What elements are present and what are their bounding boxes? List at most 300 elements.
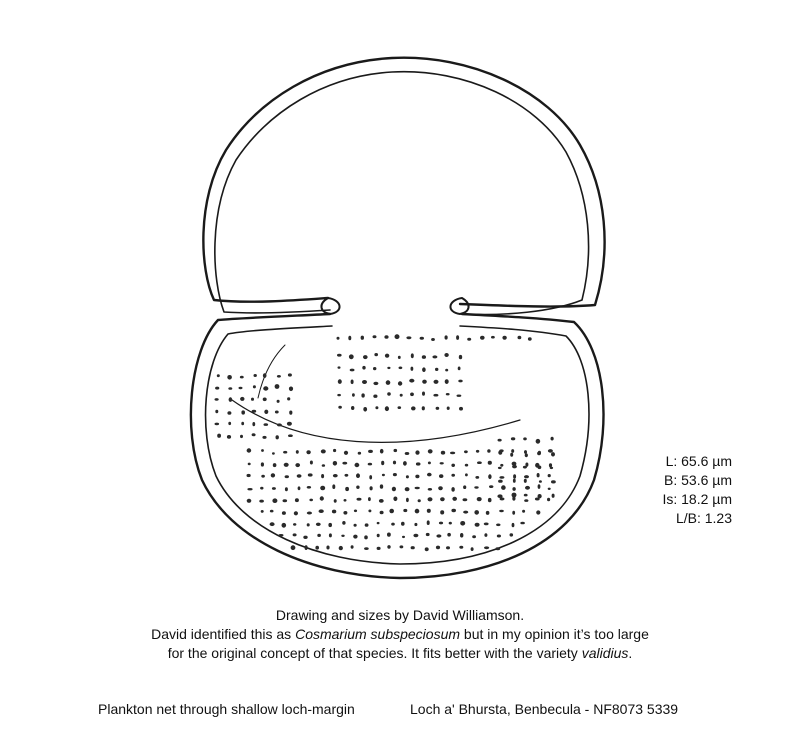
granule <box>463 511 468 514</box>
granule <box>512 493 517 498</box>
granule <box>384 335 388 339</box>
granule <box>446 393 450 395</box>
granule <box>338 379 342 384</box>
granule <box>524 479 527 483</box>
granule <box>382 474 385 476</box>
granule <box>406 475 409 478</box>
granule <box>261 449 264 452</box>
granule <box>460 533 463 538</box>
granule <box>422 392 425 396</box>
granule <box>522 510 525 513</box>
granule <box>475 523 480 527</box>
granule <box>270 522 275 526</box>
granule <box>498 439 502 442</box>
granule <box>456 335 459 340</box>
granule <box>524 494 528 497</box>
granule <box>498 450 502 454</box>
granule <box>337 354 342 357</box>
granule <box>240 397 244 401</box>
granule <box>413 534 418 537</box>
granule <box>402 536 405 538</box>
granule <box>328 523 332 527</box>
granule <box>303 536 307 539</box>
granule <box>341 535 344 537</box>
granule <box>282 511 286 515</box>
granule <box>472 535 476 538</box>
granule <box>400 545 404 548</box>
granule <box>354 524 357 527</box>
granule <box>445 379 449 384</box>
granule <box>411 406 416 410</box>
granule <box>415 487 420 489</box>
breadth-measurement: B: 53.6 µm <box>664 472 732 488</box>
granule <box>342 462 347 465</box>
granule <box>215 387 219 390</box>
granule <box>263 386 268 390</box>
granule <box>251 398 254 401</box>
granule <box>387 392 391 395</box>
granule <box>307 512 312 515</box>
granule <box>499 510 504 512</box>
species-name: Cosmarium subspeciosum <box>295 626 461 642</box>
granule <box>495 547 500 550</box>
granule <box>252 433 256 436</box>
caption-text: . <box>628 645 633 661</box>
granule <box>307 486 311 489</box>
granule <box>353 535 357 539</box>
granule <box>415 450 419 454</box>
granule <box>451 487 454 492</box>
granule <box>253 385 256 388</box>
granule <box>338 406 342 409</box>
granule <box>277 423 282 426</box>
granule <box>380 484 383 488</box>
granule <box>537 473 540 477</box>
granule <box>272 498 277 503</box>
granule <box>260 487 263 490</box>
granule <box>550 467 553 469</box>
granule <box>499 476 504 479</box>
granule <box>525 453 528 457</box>
granule <box>379 499 384 503</box>
granule <box>434 380 439 384</box>
granule <box>275 384 280 389</box>
granule <box>351 545 354 548</box>
granule <box>217 434 221 438</box>
granule <box>270 510 274 513</box>
granule <box>305 545 308 550</box>
granule <box>357 498 362 501</box>
granule <box>261 510 264 513</box>
granule <box>480 336 485 340</box>
granule <box>441 451 445 455</box>
granule <box>444 353 448 357</box>
granule <box>395 334 400 339</box>
granule <box>252 410 257 413</box>
granule <box>375 406 378 409</box>
granule <box>288 373 292 376</box>
granule <box>524 450 527 454</box>
granule <box>477 497 482 501</box>
granule <box>240 435 243 438</box>
length-measurement: L: 65.6 µm <box>665 453 732 469</box>
granule <box>489 485 493 488</box>
granule <box>464 450 468 453</box>
granule <box>440 510 444 514</box>
granule <box>427 509 431 513</box>
granule <box>465 473 468 476</box>
granule <box>368 450 373 453</box>
granule <box>285 475 289 478</box>
granule <box>275 411 279 414</box>
central-arc <box>232 400 520 442</box>
granule <box>284 463 289 467</box>
granule <box>428 449 433 453</box>
granule <box>450 452 455 455</box>
granule <box>452 497 457 501</box>
granule <box>458 367 461 371</box>
granule <box>491 336 495 339</box>
granule <box>338 366 341 368</box>
granule <box>241 422 244 426</box>
granule <box>240 376 244 379</box>
granule <box>476 450 479 453</box>
lower-semicell-inner-wall <box>206 326 589 564</box>
granule <box>387 533 391 537</box>
granule <box>551 452 555 456</box>
granule <box>333 474 338 477</box>
granule <box>501 485 506 490</box>
granule <box>445 335 448 339</box>
granule <box>337 337 340 340</box>
granule <box>373 382 378 385</box>
granule <box>283 451 287 454</box>
granule <box>227 375 232 380</box>
granule <box>463 485 466 489</box>
granule <box>261 462 264 466</box>
upper-semicell-outer-wall <box>203 58 604 307</box>
granule <box>368 497 371 501</box>
granule <box>436 546 440 550</box>
granule <box>524 499 528 502</box>
granule <box>394 449 398 452</box>
granule <box>387 545 390 549</box>
granule <box>520 522 525 525</box>
granule <box>447 407 450 410</box>
granule <box>518 336 522 340</box>
measurements-panel <box>620 452 732 528</box>
granule <box>316 523 321 526</box>
granule <box>385 354 389 358</box>
granule <box>484 533 487 537</box>
granule <box>432 355 437 358</box>
granule <box>447 533 451 537</box>
caption-line-2 <box>0 625 800 644</box>
granule <box>538 451 541 455</box>
granule <box>261 475 265 478</box>
left-faint-line <box>258 345 285 398</box>
granule <box>393 461 396 465</box>
granule <box>289 411 292 415</box>
granule <box>436 407 440 410</box>
granule <box>333 461 337 466</box>
granule <box>320 496 324 500</box>
granule <box>474 510 479 515</box>
granule <box>227 435 231 439</box>
granule <box>294 511 298 515</box>
granule <box>373 395 377 398</box>
granule <box>498 467 502 469</box>
granule <box>475 476 479 479</box>
granule <box>428 488 432 491</box>
granule <box>401 522 405 526</box>
granule <box>486 511 490 515</box>
granule <box>445 369 448 372</box>
granule <box>287 397 290 400</box>
granule <box>538 494 542 498</box>
granule <box>283 499 288 502</box>
granule <box>500 464 503 467</box>
granule <box>405 487 410 491</box>
granule <box>296 450 299 454</box>
granule <box>326 546 329 550</box>
granule <box>380 449 384 454</box>
granule <box>334 499 337 503</box>
granule <box>415 475 419 479</box>
granule <box>289 387 293 392</box>
granule <box>502 336 506 340</box>
granule <box>497 535 501 538</box>
caption-text: David identified this as <box>151 626 296 642</box>
granule <box>362 380 367 384</box>
granule <box>459 546 463 549</box>
granule <box>279 534 284 536</box>
granule <box>513 479 516 483</box>
granule <box>277 400 280 403</box>
granule <box>449 522 452 525</box>
granule <box>458 380 462 383</box>
granule <box>403 509 407 512</box>
granule <box>457 395 462 397</box>
granule <box>310 461 313 465</box>
granule <box>333 449 336 452</box>
granule <box>523 437 527 440</box>
granule <box>409 379 414 383</box>
granule <box>263 398 267 402</box>
granule <box>536 510 540 514</box>
granule <box>377 534 380 537</box>
granule <box>215 410 218 413</box>
granule <box>538 484 541 489</box>
granule <box>393 497 397 502</box>
granule <box>287 422 292 426</box>
granule <box>551 437 554 441</box>
granule <box>511 449 514 453</box>
granule <box>288 434 293 437</box>
granule <box>329 533 332 537</box>
granule <box>474 486 478 488</box>
granule <box>295 498 299 502</box>
granule <box>460 521 465 526</box>
granule <box>428 462 431 465</box>
granule <box>440 462 444 464</box>
granule <box>488 474 491 479</box>
granule <box>351 406 354 410</box>
granule <box>241 410 245 414</box>
granule <box>365 523 369 526</box>
granule <box>398 356 401 359</box>
granule <box>345 474 349 477</box>
granule <box>422 355 426 359</box>
granule <box>307 523 310 526</box>
granule <box>528 337 532 340</box>
granule <box>368 510 371 513</box>
granule <box>484 523 489 526</box>
granule <box>392 487 396 492</box>
granule <box>298 486 301 490</box>
granule <box>369 475 372 479</box>
granule <box>426 533 430 536</box>
granule <box>497 494 502 498</box>
granule <box>319 509 324 513</box>
granule <box>254 374 257 377</box>
granule <box>282 523 287 528</box>
granule <box>321 474 324 478</box>
granule <box>415 509 420 514</box>
granule <box>512 465 517 469</box>
granule <box>439 474 443 478</box>
granule <box>428 497 433 501</box>
granule <box>488 461 492 465</box>
granule <box>247 448 252 452</box>
granule <box>377 547 381 550</box>
granule <box>373 335 377 338</box>
granule <box>463 498 468 501</box>
granule <box>389 509 394 514</box>
granule <box>477 461 482 464</box>
granule <box>405 452 410 455</box>
granule <box>420 337 424 340</box>
granule <box>272 487 276 490</box>
granule <box>264 410 268 414</box>
granule <box>361 393 364 397</box>
granule <box>332 510 336 514</box>
granule <box>548 488 551 490</box>
granule <box>418 499 421 502</box>
granule <box>498 480 503 483</box>
granule <box>355 463 360 467</box>
granule <box>356 473 360 478</box>
granule <box>548 474 551 477</box>
granule <box>321 449 326 453</box>
granule <box>247 499 252 503</box>
granule <box>513 474 516 479</box>
caption-text: for the original concept of that species. It fits better with the variety <box>167 645 582 661</box>
granule <box>487 449 490 453</box>
granule <box>351 380 354 385</box>
granule <box>411 367 414 371</box>
granule <box>317 534 321 537</box>
granule <box>451 509 456 512</box>
granule <box>293 523 296 526</box>
granule <box>525 486 530 490</box>
granule <box>427 473 432 477</box>
left-isthmus-notch <box>321 298 339 314</box>
granule <box>510 453 513 457</box>
granule <box>410 393 414 397</box>
granule <box>431 338 435 341</box>
granule <box>510 533 514 536</box>
right-isthmus-notch <box>450 298 468 314</box>
granule <box>406 498 409 502</box>
granule <box>306 450 310 454</box>
variety-name: validius <box>581 645 629 661</box>
granule <box>293 533 297 536</box>
granule <box>406 336 411 339</box>
granule <box>398 406 402 409</box>
granule <box>291 545 296 550</box>
granule <box>348 336 351 341</box>
granule <box>512 487 515 491</box>
granule <box>276 435 279 439</box>
granule <box>385 406 389 411</box>
granule <box>484 546 489 549</box>
granule <box>309 499 313 502</box>
granule <box>471 547 474 551</box>
granule <box>308 473 313 476</box>
granule <box>354 510 357 513</box>
granule <box>363 355 368 359</box>
granule <box>339 546 343 550</box>
granule <box>548 449 553 453</box>
granule <box>416 462 421 465</box>
granule <box>344 499 347 502</box>
granule <box>387 367 390 369</box>
granule <box>547 498 550 502</box>
granule <box>512 511 515 515</box>
granule <box>259 500 264 503</box>
granule <box>229 397 233 402</box>
granule <box>228 422 231 425</box>
granule <box>361 336 364 340</box>
granule <box>315 546 319 550</box>
granule <box>451 474 455 477</box>
granule <box>320 486 325 491</box>
granule <box>496 524 500 527</box>
granule <box>332 484 335 489</box>
granule <box>252 422 255 426</box>
collection-location: Loch a' Bhursta, Benbecula - NF8073 5339 <box>410 701 679 717</box>
granule <box>295 463 300 467</box>
granule <box>227 411 231 415</box>
collection-method: Plankton net through shallow loch-margin <box>98 701 355 717</box>
granule <box>411 353 414 358</box>
granule <box>425 547 429 551</box>
granule <box>343 511 347 515</box>
granule <box>362 366 365 370</box>
granule <box>551 480 556 483</box>
granule <box>344 451 348 455</box>
granule <box>349 354 354 359</box>
granule <box>414 523 417 526</box>
granule <box>536 439 541 444</box>
granule <box>433 394 438 397</box>
granule <box>248 463 251 466</box>
granule <box>523 466 527 469</box>
granule <box>377 522 380 524</box>
granule <box>239 387 243 389</box>
granule <box>488 498 492 502</box>
